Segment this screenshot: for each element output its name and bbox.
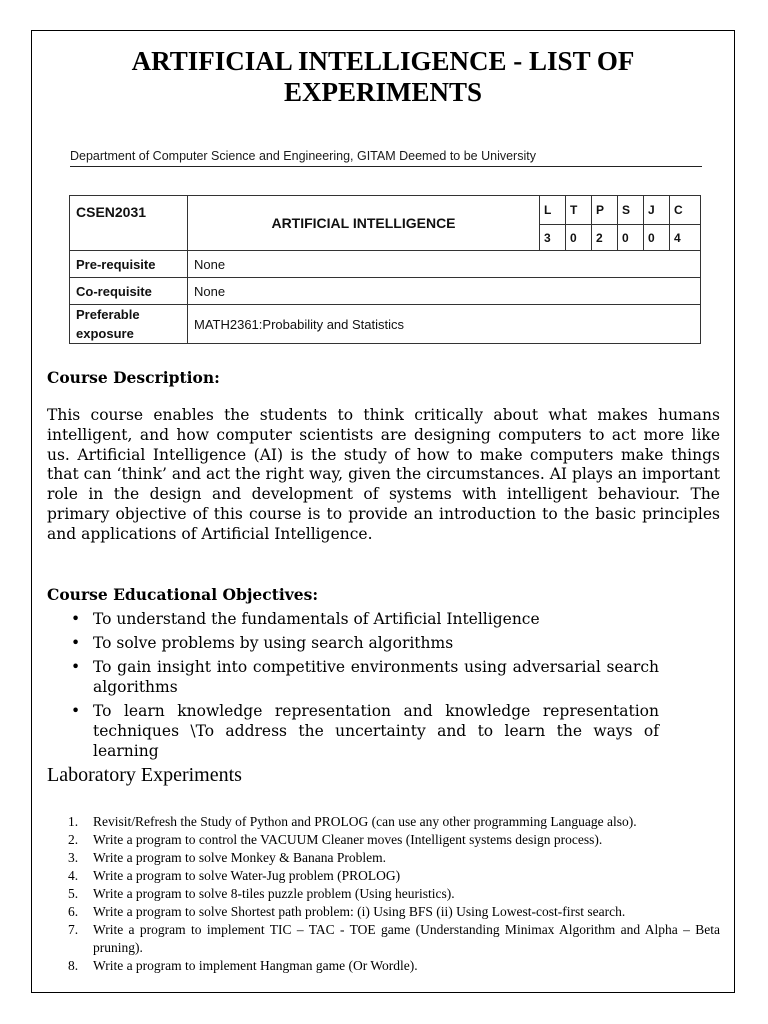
objective-text: To solve problems by using search algorithms xyxy=(93,634,454,652)
list-item xyxy=(47,885,720,903)
ltpsjc-value-l: 3 xyxy=(540,225,566,251)
experiments-list xyxy=(47,813,720,975)
prerequisite-value: None xyxy=(188,251,701,278)
experiment-text: Write a program to implement TIC – TAC - TOE game (Understanding Minimax Algorithm and Alpha – Beta pruning). xyxy=(93,922,720,955)
item-number: 4. xyxy=(68,868,79,883)
department-header: Department of Computer Science and Engineering, GITAM Deemed to be University xyxy=(70,149,702,167)
ltpsjc-value-t: 0 xyxy=(566,225,592,251)
experiment-text: Write a program to implement Hangman game (Or Wordle). xyxy=(93,958,418,973)
corequisite-label: Co-requisite xyxy=(70,278,188,305)
objectives-heading: Course Educational Objectives: xyxy=(47,585,319,604)
list-item xyxy=(47,867,720,885)
bullet-icon: • xyxy=(71,610,81,628)
page-title: ARTIFICIAL INTELLIGENCE - LIST OF EXPERIMENTS xyxy=(131,46,635,107)
item-number: 1. xyxy=(68,814,79,829)
item-number: 7. xyxy=(68,922,79,937)
list-item xyxy=(47,903,720,921)
experiment-text: Write a program to solve Monkey & Banana Problem. xyxy=(93,850,387,865)
experiment-text: Write a program to control the VACUUM Cleaner moves (Intelligent systems design process). xyxy=(93,832,603,847)
ltpsjc-header-c: C xyxy=(670,196,701,225)
experiment-text: Revisit/Refresh the Study of Python and PROLOG (can use any other programming Language also). xyxy=(93,814,637,829)
list-item xyxy=(47,609,659,629)
preferable-exposure-label: Preferable exposure xyxy=(70,305,188,344)
list-item xyxy=(47,633,659,653)
bullet-icon: • xyxy=(71,658,81,676)
course-description-text: This course enables the students to think critically about what makes humans intelligent, and how computer scientists are designing computers to act more like us. Artificial Intelligence (AI) is the study of how to make computers make things that can ‘think’ and act the right way, given the circumstances. AI plays an important role in the design and development of systems with intelligent behaviour. The primary objective of this course is to provide an introduction to the basic principles and applications of Artificial Intelligence. xyxy=(47,406,720,543)
item-number: 8. xyxy=(68,958,79,973)
item-number: 5. xyxy=(68,886,79,901)
preferable-exposure-value: MATH2361:Probability and Statistics xyxy=(188,305,701,344)
list-item xyxy=(47,849,720,867)
objective-text: To learn knowledge representation and knowledge representation techniques \To address the uncertainty and to learn the ways of learning xyxy=(93,702,659,760)
course-description-heading: Course Description: xyxy=(47,368,220,387)
prerequisite-label: Pre-requisite xyxy=(70,251,188,278)
ltpsjc-header-s: S xyxy=(618,196,644,225)
course-info-table xyxy=(69,195,701,344)
lab-experiments-heading: Laboratory Experiments xyxy=(47,764,242,786)
item-number: 6. xyxy=(68,904,79,919)
list-item xyxy=(47,957,720,975)
list-item xyxy=(47,701,659,761)
ltpsjc-header-l: L xyxy=(540,196,566,225)
ltpsjc-header-p: P xyxy=(592,196,618,225)
ltpsjc-header-j: J xyxy=(644,196,670,225)
experiment-text: Write a program to solve 8-tiles puzzle problem (Using heuristics). xyxy=(93,886,455,901)
objectives-list xyxy=(47,609,659,765)
ltpsjc-value-p: 2 xyxy=(592,225,618,251)
course-code: CSEN2031 xyxy=(70,196,188,251)
corequisite-value: None xyxy=(188,278,701,305)
experiment-text: Write a program to solve Water-Jug problem (PROLOG) xyxy=(93,868,401,883)
bullet-icon: • xyxy=(71,634,81,652)
list-item xyxy=(47,831,720,849)
objective-text: To understand the fundamentals of Artificial Intelligence xyxy=(93,610,540,628)
list-item xyxy=(47,921,720,957)
list-item xyxy=(47,657,659,697)
ltpsjc-header-t: T xyxy=(566,196,592,225)
ltpsjc-value-s: 0 xyxy=(618,225,644,251)
bullet-icon: • xyxy=(71,702,81,720)
item-number: 3. xyxy=(68,850,79,865)
item-number: 2. xyxy=(68,832,79,847)
ltpsjc-value-j: 0 xyxy=(644,225,670,251)
list-item xyxy=(47,813,720,831)
objective-text: To gain insight into competitive environments using adversarial search algorithms xyxy=(93,658,659,696)
ltpsjc-value-c: 4 xyxy=(670,225,701,251)
course-name: ARTIFICIAL INTELLIGENCE xyxy=(188,196,540,251)
experiment-text: Write a program to solve Shortest path problem: (i) Using BFS (ii) Using Lowest-cost-first search. xyxy=(93,904,626,919)
